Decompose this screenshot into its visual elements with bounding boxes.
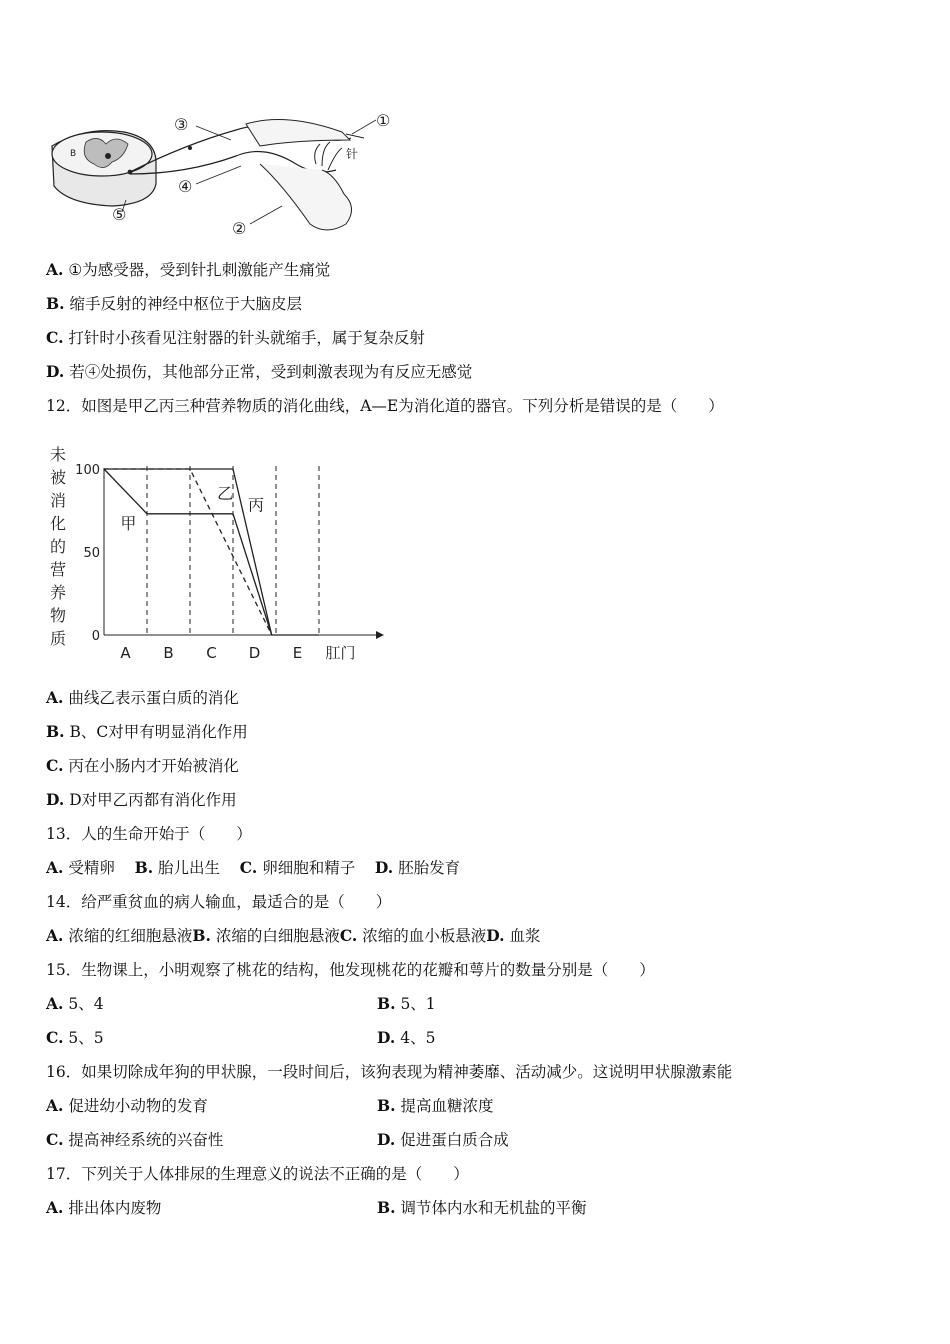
y-tick-label: 50: [83, 546, 100, 561]
q15-stem: 15．生物课上，小明观察了桃花的结构，他发现桃花的花瓣和萼片的数量分别是（ ）: [46, 961, 655, 979]
q12-option-b: B. B、C对甲有明显消化作用: [46, 722, 248, 741]
q15-option-d: D. 4、5: [377, 1028, 436, 1047]
chart-series: [104, 469, 319, 635]
q11-option-b: B. 缩手反射的神经中枢位于大脑皮层: [46, 294, 302, 313]
q11-option-c: C. 打针时小孩看见注射器的针头就缩手，属于复杂反射: [46, 328, 425, 347]
q16-option-a: A. 促进幼小动物的发育: [46, 1096, 208, 1115]
reflex-arc-figure: [46, 104, 406, 244]
q17-option-a: A. 排出体内废物: [46, 1198, 162, 1217]
x-category-label: D: [248, 644, 261, 662]
chart-axes: [104, 466, 384, 639]
x-category-label: E: [292, 644, 303, 662]
series-line-乙: [104, 469, 272, 635]
y-label-char: 消: [50, 491, 67, 510]
y-label-char: 被: [50, 468, 67, 487]
q12-option-c: C. 丙在小肠内才开始被消化: [46, 756, 239, 775]
x-category-label: 肛门: [325, 644, 356, 662]
x-category-label: B: [163, 644, 174, 662]
y-tick-label: 100: [75, 463, 100, 478]
q12-stem: 12．如图是甲乙丙三种营养物质的消化曲线，A—E为消化道的器官。下列分析是错误的是（ ）: [46, 397, 724, 415]
q16-option-c: C. 提高神经系统的兴奋性: [46, 1130, 224, 1149]
q17-stem: 17．下列关于人体排尿的生理意义的说法不正确的是（ ）: [46, 1165, 469, 1183]
x-category-label: C: [206, 644, 217, 662]
label-2: ②: [232, 219, 247, 238]
digestion-chart: [44, 438, 394, 670]
x-axis-labels: [120, 644, 355, 662]
q12-option-d: D. D对甲乙丙都有消化作用: [46, 790, 237, 809]
q16-stem: 16．如果切除成年狗的甲状腺，一段时间后，该狗表现为精神萎靡、活动减少。这说明甲状腺激素能: [46, 1063, 733, 1081]
q16-option-d: D. 促进蛋白质合成: [377, 1130, 509, 1149]
q11-option-d: D. 若④处损伤，其他部分正常，受到刺激表现为有反应无感觉: [46, 362, 473, 381]
q13-stem: 13．人的生命开始于（ ）: [46, 825, 252, 843]
series-line-甲: [104, 469, 319, 635]
label-4: ④: [178, 177, 193, 196]
q13-options: A. 受精卵 B. 胎儿出生 C. 卵细胞和精子 D. 胚胎发育: [46, 858, 461, 877]
series-label: 丙: [248, 495, 265, 515]
x-category-label: A: [120, 644, 131, 662]
y-label-char: 未: [50, 445, 67, 464]
label-1: ①: [376, 111, 391, 130]
y-label-char: 养: [50, 583, 67, 602]
q14-stem: 14．给严重贫血的病人输血，最适合的是（ ）: [46, 893, 392, 911]
series-label: 乙: [217, 483, 234, 503]
y-label-char: 化: [50, 514, 67, 533]
y-label-char: 的: [50, 537, 67, 556]
spinal-cord-section: [52, 131, 156, 206]
q12-option-a: A. 曲线乙表示蛋白质的消化: [46, 688, 239, 707]
label-5: ⑤: [112, 205, 127, 224]
y-tick-label: 0: [91, 629, 100, 644]
chart-ticks: [75, 463, 100, 644]
q15-option-c: C. 5、5: [46, 1028, 104, 1047]
series-line-丙: [104, 469, 272, 635]
q17-option-b: B. 调节体内水和无机盐的平衡: [377, 1198, 587, 1217]
y-label-char: 质: [50, 629, 67, 648]
q11-option-a: A. ①为感受器，受到针扎刺激能产生痛觉: [46, 260, 331, 279]
x-axis-arrow: [376, 631, 384, 639]
q15-option-a: A. 5、4: [46, 994, 104, 1013]
q16-option-b: B. 提高血糖浓度: [377, 1096, 494, 1115]
y-axis-label: [50, 445, 66, 648]
y-label-char: 物: [50, 606, 67, 625]
label-3: ③: [174, 115, 189, 134]
series-label: 甲: [120, 513, 137, 533]
q14-options: A. 浓缩的红细胞悬液B. 浓缩的白细胞悬液C. 浓缩的血小板悬液D. 血浆: [46, 926, 541, 945]
q15-option-b: B. 5、1: [377, 994, 436, 1013]
label-B: B: [70, 149, 77, 159]
y-label-char: 营: [50, 560, 67, 579]
needle-label: 针: [346, 147, 359, 161]
